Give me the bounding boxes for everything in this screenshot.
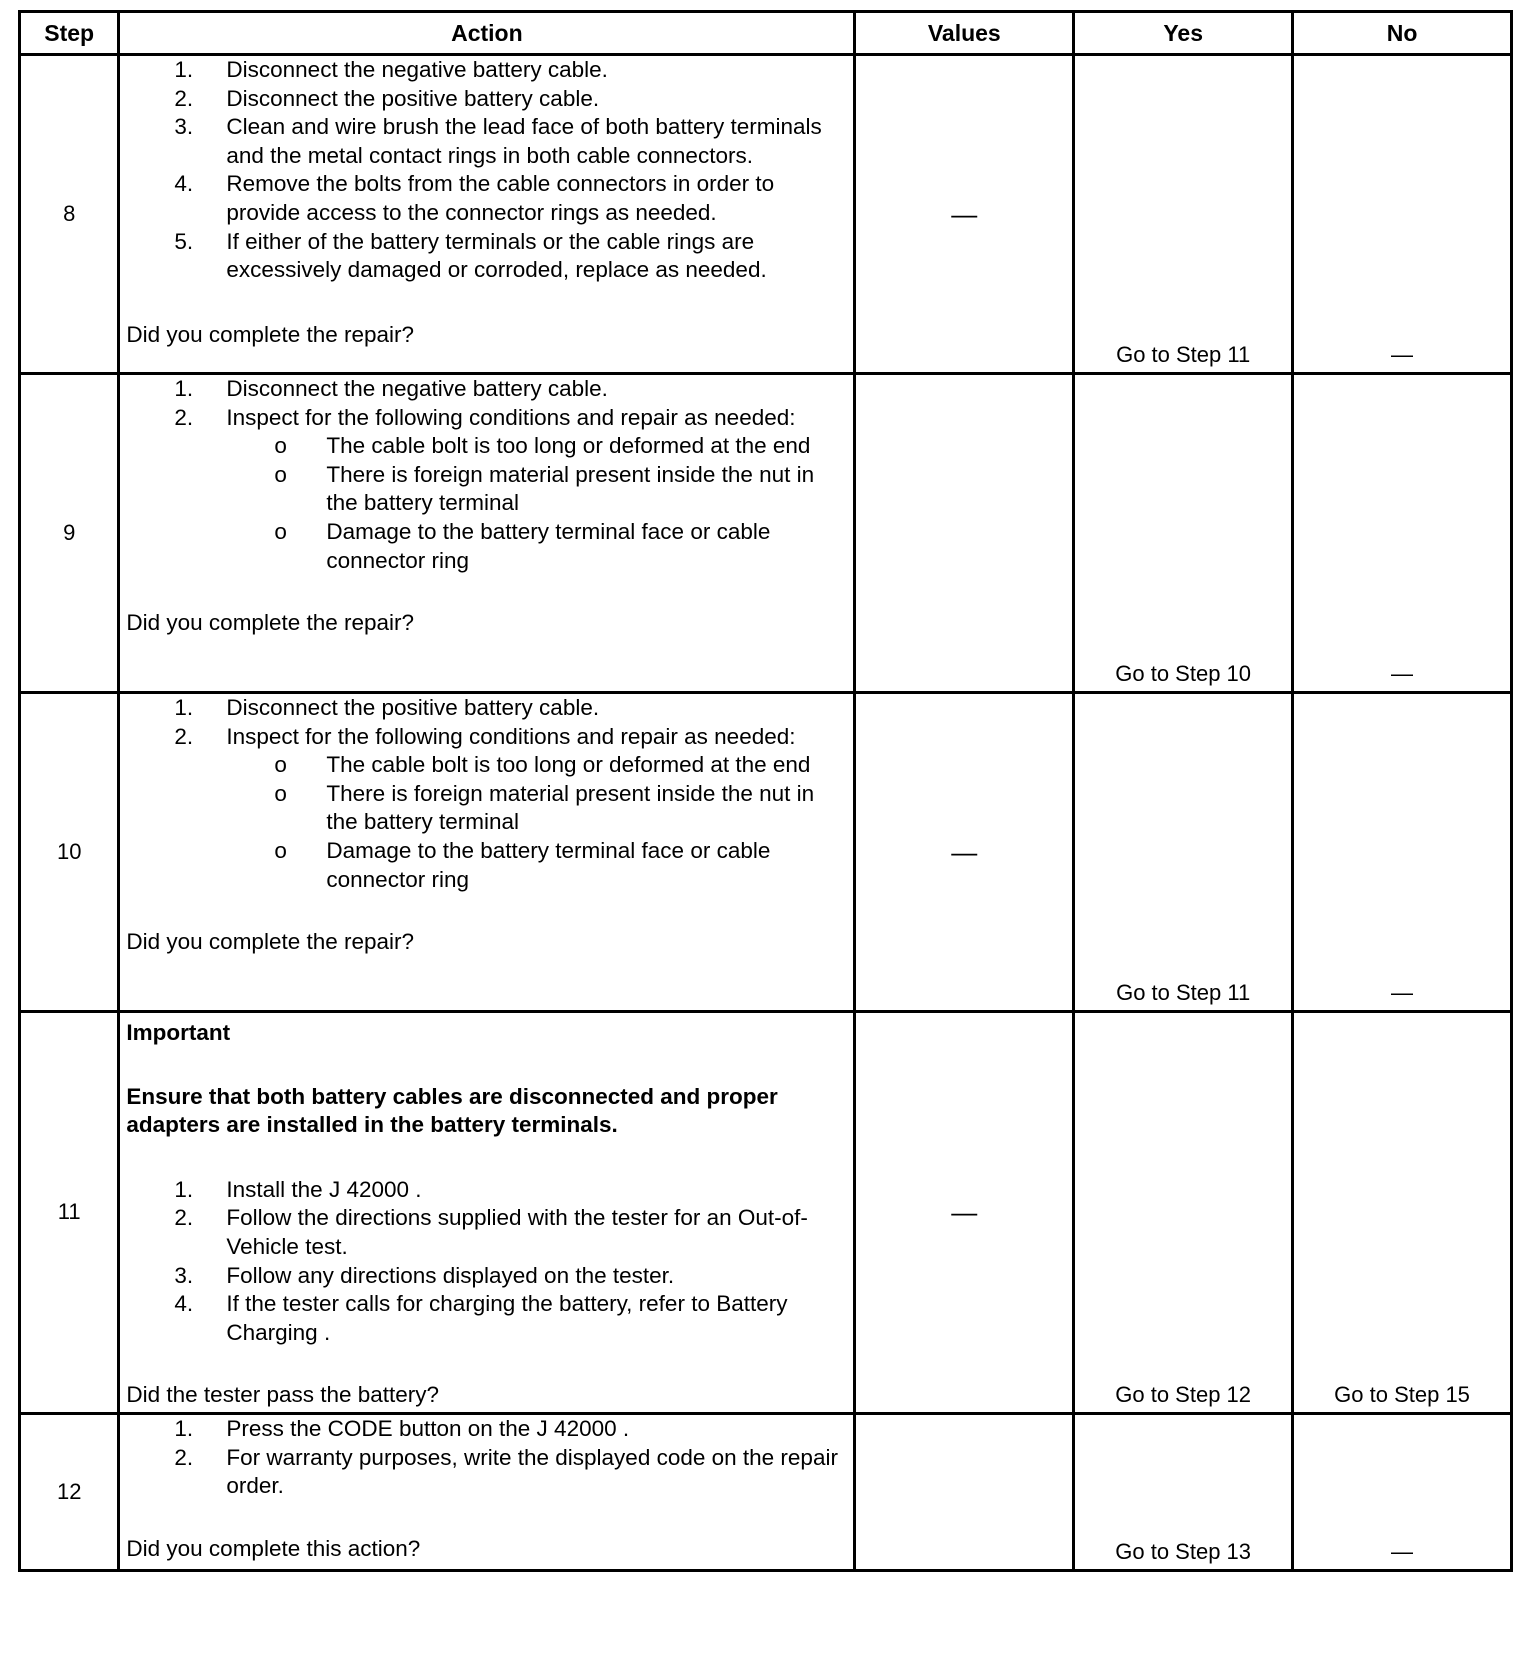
condition-list [226, 751, 849, 894]
question-text: Did you complete this action? [126, 1535, 421, 1561]
header-yes: Yes [1074, 12, 1293, 55]
list-item: 2. Disconnect the positive battery cable. [174, 85, 600, 111]
table-row-step-11 [20, 1012, 1512, 1414]
table-row-step-9 [20, 374, 1512, 693]
list-item: 1. Disconnect the negative battery cable. [174, 376, 608, 401]
yes-link: Go to Step 10 [1115, 661, 1252, 686]
yes-cell [1074, 374, 1293, 693]
list-item: 2. For warranty purposes, write the displayed code on the repair order. [174, 1444, 838, 1499]
no-cell [1293, 55, 1512, 374]
table-row-step-12 [20, 1413, 1512, 1570]
yes-link: Go to Step 11 [1116, 342, 1251, 367]
yes-cell [1074, 1012, 1293, 1414]
no-cell [1293, 374, 1512, 693]
no-cell [1293, 693, 1512, 1012]
action-list [126, 694, 849, 894]
yes-link: Go to Step 13 [1115, 1538, 1252, 1564]
list-item: 2. Inspect for the following conditions and repair as needed: o The cable bolt is too long or deformed at the end o There is foreign material present inside the nut in the battery terminal o Damage to the battery terminal face or cable connector ring [126, 723, 849, 895]
table-row-step-8 [20, 55, 1512, 374]
values-cell: — [855, 1012, 1074, 1414]
no-link: — [1391, 342, 1414, 367]
list-item: 1. Install the J 42000 . [174, 1176, 422, 1202]
question-text: Did you complete the repair? [126, 929, 415, 955]
list-item: o Damage to the battery terminal face or cable connector ring [274, 518, 771, 573]
yes-cell [1074, 693, 1293, 1012]
important-title: Important [126, 1020, 231, 1045]
header-action: Action [119, 12, 855, 55]
header-values: Values [855, 12, 1074, 55]
step-number: 9 [20, 374, 119, 693]
list-item: 1. Press the CODE button on the J 42000 . [174, 1415, 630, 1441]
action-list [126, 375, 849, 575]
list-item: o The cable bolt is too long or deformed at the end [274, 752, 811, 778]
action-cell [119, 55, 855, 374]
action-cell [119, 1413, 855, 1570]
header-no: No [1293, 12, 1512, 55]
list-item: 1. Disconnect the positive battery cable. [174, 695, 600, 720]
step-number: 10 [20, 693, 119, 1012]
condition-list [226, 432, 849, 575]
list-item: o Damage to the battery terminal face or cable connector ring [274, 837, 771, 892]
question-text: Did you complete the repair? [126, 610, 415, 636]
question-text: Did the tester pass the battery? [126, 1382, 440, 1408]
list-item: 3. Clean and wire brush the lead face of both battery terminals and the metal contact rings in both cable connectors. [174, 114, 822, 168]
no-cell [1293, 1012, 1512, 1414]
list-item: 4. Remove the bolts from the cable connectors in order to provide access to the connector rings as needed. [174, 171, 775, 225]
list-item: 5. If either of the battery terminals or the cable rings are excessively damaged or corroded, replace as needed. [174, 228, 767, 283]
values-cell [855, 1413, 1074, 1570]
diagnostic-table [18, 10, 1513, 1572]
table-row-step-10 [20, 693, 1512, 1012]
action-list [126, 1415, 849, 1501]
list-item: o There is foreign material present inside the nut in the battery terminal [274, 780, 815, 835]
action-list [126, 56, 849, 285]
header-step: Step [20, 12, 119, 55]
no-link: — [1391, 661, 1414, 686]
no-link: — [1391, 980, 1414, 1005]
header-row [20, 12, 1512, 55]
step-number: 11 [20, 1012, 119, 1414]
action-cell [119, 1012, 855, 1414]
values-cell [855, 374, 1074, 693]
step-number: 12 [20, 1413, 119, 1570]
yes-cell [1074, 55, 1293, 374]
step-number: 8 [20, 55, 119, 374]
yes-link: Go to Step 12 [1115, 1381, 1252, 1407]
list-item: 1. Disconnect the negative battery cable. [174, 57, 608, 82]
values-cell: — [855, 693, 1074, 1012]
action-cell [119, 374, 855, 693]
no-cell [1293, 1413, 1512, 1570]
values-cell: — [855, 55, 1074, 374]
action-list [126, 1176, 849, 1348]
yes-link: Go to Step 11 [1116, 980, 1251, 1005]
no-link: — [1391, 1538, 1414, 1564]
yes-cell [1074, 1413, 1293, 1570]
list-item: 4. If the tester calls for charging the battery, refer to Battery Charging . [174, 1291, 788, 1345]
important-notice: Ensure that both battery cables are disconnected and proper adapters are installed in the battery terminals. [126, 1083, 778, 1138]
no-link: Go to Step 15 [1334, 1381, 1470, 1407]
list-item: 2. Follow the directions supplied with the tester for an Out-of-Vehicle test. [174, 1205, 808, 1259]
list-item: o There is foreign material present inside the nut in the battery terminal [274, 461, 815, 516]
list-item: 3. Follow any directions displayed on the tester. [174, 1262, 675, 1288]
list-item: o The cable bolt is too long or deformed at the end [274, 433, 811, 459]
action-cell [119, 693, 855, 1012]
question-text: Did you complete the repair? [126, 321, 415, 347]
list-item: 2. Inspect for the following conditions and repair as needed: o The cable bolt is too long or deformed at the end o There is foreign material present inside the nut in the battery terminal o Damage to the battery terminal face or cable connector ring [126, 404, 849, 576]
